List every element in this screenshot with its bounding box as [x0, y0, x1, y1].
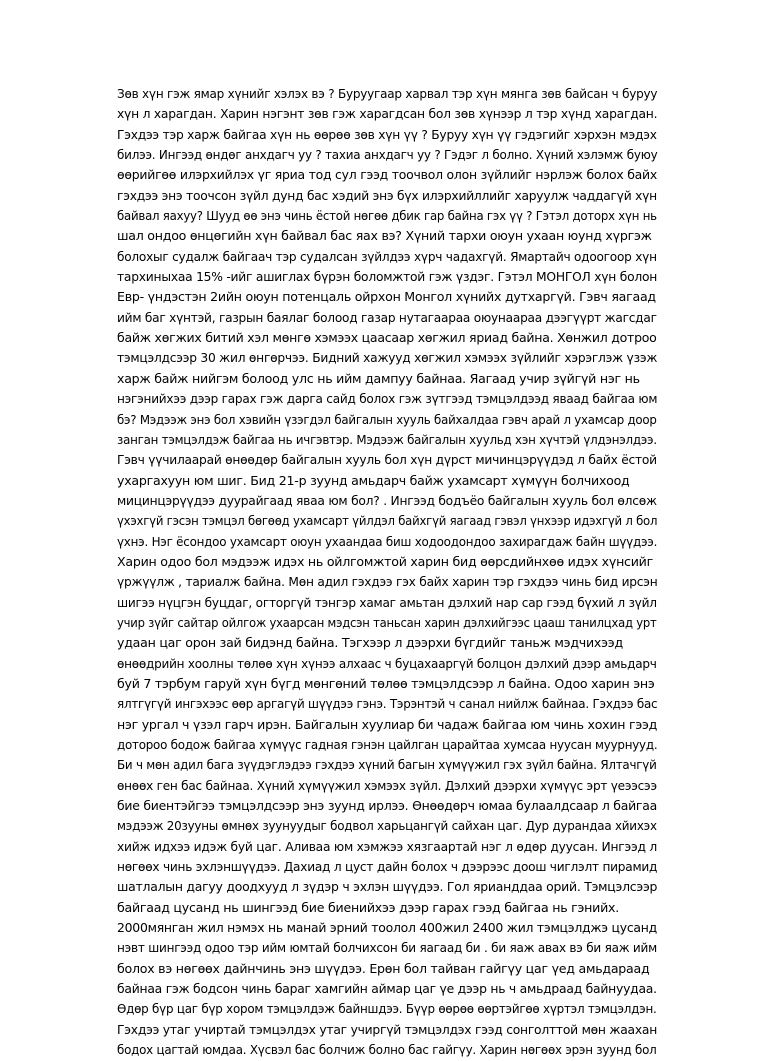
text-line: бэ? Мэдээж энэ бол хэвийн үзэгдэл байгалын хууль байхалдаа гэвч арай л ухамсар доор	[117, 411, 657, 427]
text-line: дотороо бодож байгаа хүмүүс гадная гэнэн цайлган царайтаа хумсаа нуусан муурнууд.	[117, 737, 658, 752]
text-line: байж хөгжих битий хэл мөнгө хэмээх цаасаар хөгжил яриад байна. Хөнжил дотроо	[117, 330, 657, 346]
text-line: 2000мянган жил нэмэх нь манай эрний тоолол 400жил 2400 жил тэмцэлджэ цусанд	[117, 920, 657, 936]
text-line: үхнэ. Нэг ёсондоо ухамсарт оюун ухаандаа биш ходоодондоо захирагдаж байн шүүдээ.	[117, 533, 658, 549]
text-line: Гэвч үүчилаарай өнөөдөр байгалын хууль бол хүн дүрст мичинцэрүүдэд л байх ёстой	[117, 452, 657, 468]
text-line: Харин одоо бол мэдээж идэх нь ойлгомжтой харин бид өөрсдийнхөө идэх хүнсийг	[117, 553, 653, 569]
text-line: ийм баг хүнтэй, газрын баялаг болоод газар нутагаараа оюунаараа дээгүүрт жагсдаг	[117, 309, 657, 325]
text-line: тархиныхаа 15% -ийг ашиглах бүрэн боломжтой гэж үздэг. Гэтэл МОНГОЛ хүн болон	[117, 269, 658, 285]
text-line: нэгэнийхээ дээр гарах гэж дарга сайд болох гэж зүтгээд тэмцэлдээд яваад байгаа юм	[117, 391, 658, 407]
document-body-text	[117, 84, 657, 1061]
text-line: гэхдээ энэ тоочсон зүйл дунд бас хэдий энэ бүх илэрхийллийг харуулж чаддагүй хүн	[117, 187, 657, 203]
text-line: байгаад цусанд нь шингээд бие биенийхээ дээр гарах гээд байгаа нь гэнийх.	[117, 899, 619, 915]
text-line: учир зүйг сайтар ойлгож ухаарсан мэдсэн таньсан харин дэлхийгээс цааш танилцхад урт	[117, 614, 657, 630]
text-line: ялтгүгүй ингэхээс өөр аргагүй шүүдээ гэнэ. Тэрэнтэй ч санал нийлж байнаа. Гэхдээ бас	[117, 696, 658, 712]
text-line: болохыг судалж байгаач тэр судалсан зүйлдээ хүрч чадахгүй. Ямартайч одоогоор хүн	[117, 248, 657, 264]
text-line: байвал яахуу? Шууд өө энэ чинь ёстой нөгөө дбик гар байна гэх үү ? Гэтэл доторх хүн нь	[117, 208, 657, 224]
text-line: бодох цагтай юмдаа. Хүсвэл бас болчиж болно бас гайгүу. Харин нөгөөх эрэн зуунд бол	[117, 1042, 657, 1058]
text-line: шатлалын дагуу доодхууд л зүдэр ч эхлэн шүүдээ. Гол ярианддаа орий. Тэмцэлсээр	[117, 879, 658, 895]
text-line: нэвт шингээд одоо тэр ийм юмтай болчихсон би яагаад би . би яаж авах вэ би яаж ийм	[117, 940, 657, 956]
text-line: нөгөөх чинь эхлэншүүдээ. Дахиад л цуст дайн болох ч дээрээс доош чиглэлт пирамид	[117, 859, 658, 875]
text-line: хийж идхээ идэж буй цаг. Аливаа юм хэмжээ хязгаартай нэг л өдөр дуусан. Ингээд л	[117, 838, 657, 854]
text-line: үржүүлж , тариалж байна. Мөн адил гэхдээ гэх байх харин тэр гэхдээ чинь бид ирсэн	[117, 574, 658, 590]
text-line: удаан цаг орон зай бидэнд байна. Тэгхээр л дээрхи бүгдийг таньж мэдчихээд	[117, 635, 623, 651]
text-line: мэдээж 20зууны өмнөх зуунуудыг бодвол харьцангүй сайхан цаг. Дур дурандаа хйихэх	[117, 818, 657, 834]
text-line: үхэхгүй гэсэн тэмцэл бөгөөд ухамсарт үйлдэл байхгүй яагаад гэвэл үнхээр идэхгүй л бол	[117, 513, 658, 529]
text-line: өнөөх ген бас байнаа. Хүний хүмүүжил хэмээх зүйл. Дэлхий дээрхи хүмүүс эрт үеээсээ	[117, 777, 657, 793]
text-line: болох вэ нөгөөх дайнчинь энэ шүүдээ. Ерөн бол тайван гайгүу цаг үед амьдараад	[117, 960, 650, 976]
text-line: Зөв хүн гэж ямар хүнийг хэлэх вэ ? Буруугаар харвал тэр хүн мянга зөв байсан ч буруу	[117, 86, 658, 101]
text-line: буй 7 тэрбум гаруй хүн бүгд мөнгөний төлөө тэмцэлдсээр л байна. Одоо харин энэ	[117, 675, 655, 691]
text-line: шал ондоо өнцөгийн хүн байвал бас яах вэ? Хүний тархи оюун ухаан юунд хүргэж	[117, 228, 652, 244]
text-line: шигээ нүцгэн буцдаг, огторгүй тэнгэр хамаг амьтан дэлхий нар сар гээд бүхий л зүйл	[117, 594, 657, 610]
text-line: билээ. Ингээд өндөг анхдагч уу ? тахиа анхдагч уу ? Гэдэг л болно. Хүний хэлэмж буюу	[117, 147, 658, 163]
text-line: нэг ургал ч үзэл гарч ирэн. Байгалын хуулиар би чадаж байгаа юм чинь хохин гээд	[117, 716, 658, 732]
text-line: мицинцэрүүдээ дуурайгаад яваа юм бол? . Ингээд бодъёо байгалын хууль бол өлсөж	[117, 492, 657, 508]
text-line: Би ч мөн адил бага зүүдэглэдээ гэхдээ хүний багын хүмүүжил гэх зүйл байна. Ялтачгүй	[117, 757, 657, 773]
text-line: хүн л харагдан. Харин нэгэнт зөв гэж харагдсан бол зөв хүнээр л тэр хүнд харагдан.	[117, 106, 658, 122]
text-line: тэмцэлдсээр 30 жил өнгөрчээ. Бидний хажууд хөгжил хэмээх зүйлийг хэрэглэж үзэж	[117, 350, 658, 366]
text-line: өнөөдрийн хоолны төлөө хүн хүнээ алхаас ч буцахааргүй болцон дэлхий дээр амьдарч	[117, 655, 657, 671]
text-line: бие биентэйгээ тэмцэлдсээр энэ зуунд ирлээ. Өнөөдөрч юмаа булаалдсаар л байгаа	[117, 798, 657, 814]
text-line: Өдөр бүр цаг бүр хором тэмцэлдэж байншдээ. Бүүр өөрөө өөртэйгөө хүртэл тэмцэлдэн.	[117, 1001, 657, 1017]
text-line: харж байж нийгэм болоод улс нь ийм дампуу байнаа. Яагаад учир зүйгүй нэг нь	[117, 370, 640, 386]
text-line: өөрийгөө илэрхийлэх үг яриа тод сул гээд тоочвол олон зүйлийг нэрлэж болох байх	[117, 167, 658, 183]
text-line: Гэхдээ утаг учиртай тэмцэлдэх утаг учиргүй тэмцэлдэх гээд сонголттой мөн жаахан	[117, 1021, 658, 1037]
text-line: ухаргахуун юм шиг. Бид 21-р зуунд амьдарч байж ухамсарт хүмүүн болчихоод	[117, 472, 630, 488]
text-line: Гэхдээ тэр харж байгаа хүн нь өөрөө зөв хүн үү ? Буруу хүн үү гэдэгийг хэрхэн мэдэх	[117, 126, 657, 142]
text-line: занган тэмцэлдэж байгаа нь ичгэвтэр. Мэдээж байгалын хуульд хэн хүчтэй үлдэнэлдээ.	[117, 431, 657, 447]
text-line: байнаа гэж бодсон чинь бараг хамгийн аймар цаг үе дээр нь ч амьдраад байнуудаа.	[117, 981, 657, 997]
text-line: Евр- үндэстэн 2ийн оюун потенцаль ойрхон Монгол хүнийх дутхаргүй. Гэвч яагаад	[117, 289, 656, 305]
